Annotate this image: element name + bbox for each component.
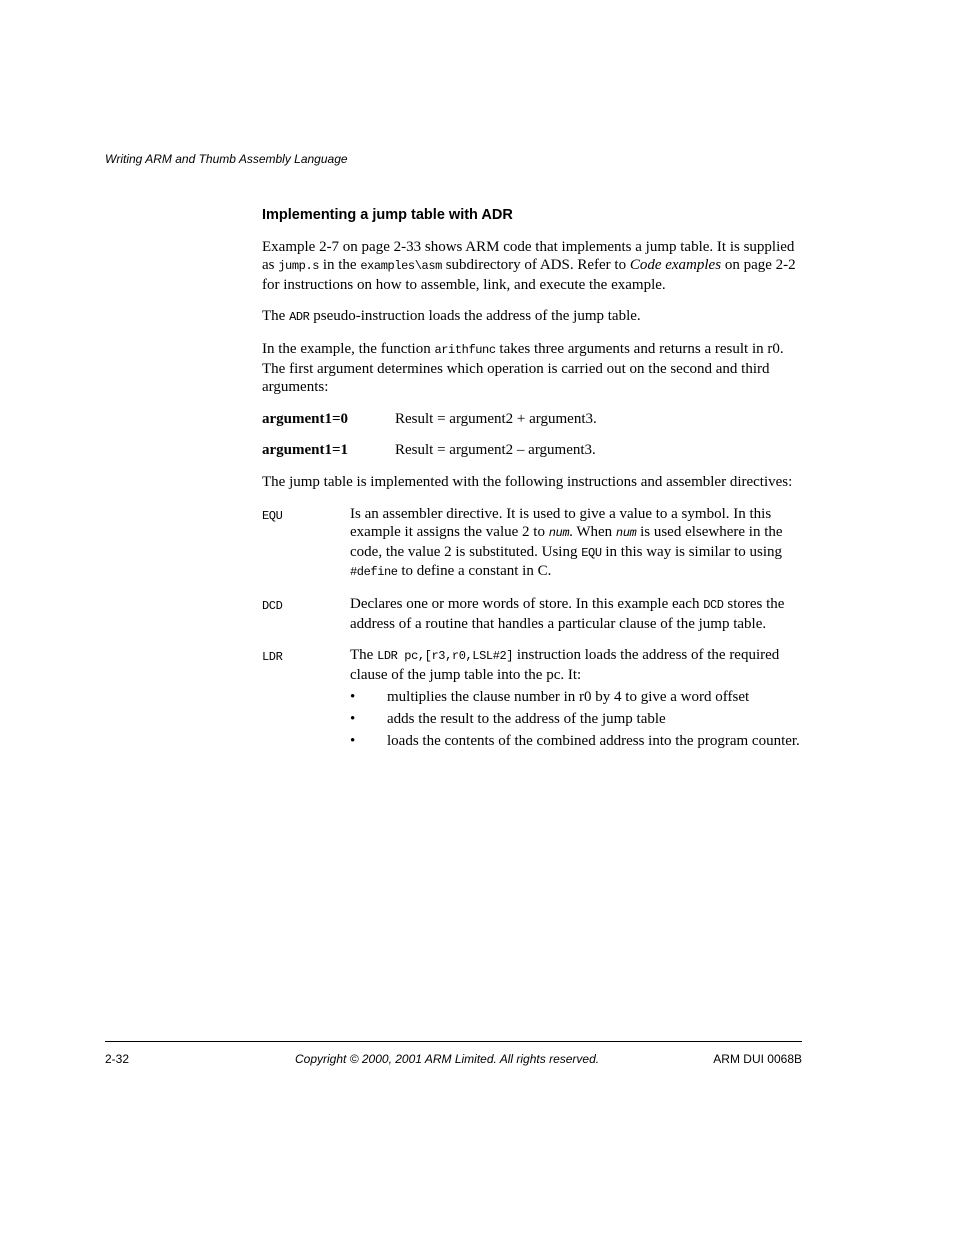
definition-ldr xyxy=(262,646,802,754)
cross-reference: Code examples xyxy=(629,257,722,274)
text-run: pseudo-instruction loads the address of the jump table. xyxy=(309,308,641,325)
text-run: in this way is similar to using xyxy=(601,543,783,560)
running-header: Writing ARM and Thumb Assembly Language xyxy=(105,152,348,166)
page-number: 2-32 xyxy=(105,1052,130,1066)
bullet-list xyxy=(350,688,802,751)
bullet-icon: • xyxy=(350,689,356,706)
list-item-text: adds the result to the address of the jump table xyxy=(387,711,666,728)
code-arithfunc: arithfunc xyxy=(434,342,496,357)
definition-term xyxy=(262,595,350,633)
text-run: takes three arguments and returns a result in r0. The first argument determines which operation is carried out on the second and third arguments: xyxy=(262,340,784,396)
adr-paragraph xyxy=(262,307,802,327)
list-item xyxy=(350,732,802,751)
text-run: to define a constant in C. xyxy=(397,563,552,580)
text-run: Example 2-7 on page 2-33 shows ARM code that implements a jump table. It is supplied as xyxy=(262,238,795,274)
example-paragraph xyxy=(262,340,802,397)
definition-term xyxy=(262,505,350,582)
code-term: LDR xyxy=(262,650,283,665)
text-run: Is an assembler directive. It is used to give a value to a symbol. In this example it assigns the value 2 to xyxy=(350,505,772,541)
text-run: subdirectory of ADS. Refer to xyxy=(441,257,630,274)
argument-description: Result = argument2 – argument3. xyxy=(395,442,596,459)
text-run: In the example, the function xyxy=(262,340,435,357)
code-adr: ADR xyxy=(289,310,310,325)
text-run: . When xyxy=(569,524,616,541)
definition-body xyxy=(350,646,802,754)
copyright-notice: Copyright © 2000, 2001 ARM Limited. All rights reserved. xyxy=(295,1052,600,1066)
definition-body xyxy=(350,595,802,633)
code-dcd: DCD xyxy=(703,597,724,612)
code-equ: EQU xyxy=(581,545,602,560)
intro-paragraph xyxy=(262,238,802,295)
text-run: on page 2-2 for instructions on how to assemble, link, and execute the example. xyxy=(262,257,796,293)
list-item xyxy=(350,710,802,729)
main-content xyxy=(262,206,802,767)
bullet-icon: • xyxy=(350,711,356,728)
code-ldr-instruction: LDR pc,[r3,r0,LSL#2] xyxy=(377,649,514,664)
code-filename: jump.s xyxy=(278,259,320,274)
list-item-text: multiplies the clause number in r0 by 4 to give a word offset xyxy=(387,689,750,706)
section-heading: Implementing a jump table with ADR xyxy=(262,207,513,223)
argument-row xyxy=(262,441,802,460)
definition-term xyxy=(262,646,350,754)
definition-equ xyxy=(262,505,802,582)
text-run: instruction loads the address of the required clause of the jump table into the pc. It: xyxy=(350,647,780,683)
code-num: num xyxy=(548,526,570,541)
text-run: in the xyxy=(319,257,361,274)
argument-description: Result = argument2 + argument3. xyxy=(395,410,597,427)
argument-term: argument1=1 xyxy=(262,442,349,459)
definition-dcd xyxy=(262,595,802,633)
text-run: The xyxy=(350,647,378,664)
list-item xyxy=(350,688,802,707)
definition-body xyxy=(350,505,802,582)
text-run: stores the address of a routine that handles a particular clause of the jump table. xyxy=(350,595,785,632)
list-item-text: loads the contents of the combined address into the program counter. xyxy=(387,733,800,750)
text-run: is used elsewhere in the code, the value 2 is substituted. Using xyxy=(350,524,783,560)
bullet-icon: • xyxy=(350,733,356,750)
document-id: ARM DUI 0068B xyxy=(713,1052,802,1066)
directives-intro-paragraph: The jump table is implemented with the following instructions and assembler directives: xyxy=(262,473,793,490)
text-run: Declares one or more words of store. In this example each xyxy=(350,595,704,612)
code-directory: examples\asm xyxy=(360,259,442,274)
code-term: EQU xyxy=(262,508,283,523)
code-num: num xyxy=(615,526,637,541)
argument-term: argument1=0 xyxy=(262,410,349,427)
footer-divider xyxy=(105,1041,802,1042)
argument-row xyxy=(262,410,802,429)
text-run: The xyxy=(262,308,290,325)
code-define: #define xyxy=(350,565,398,580)
definition-text xyxy=(350,646,802,684)
code-term: DCD xyxy=(262,598,283,613)
